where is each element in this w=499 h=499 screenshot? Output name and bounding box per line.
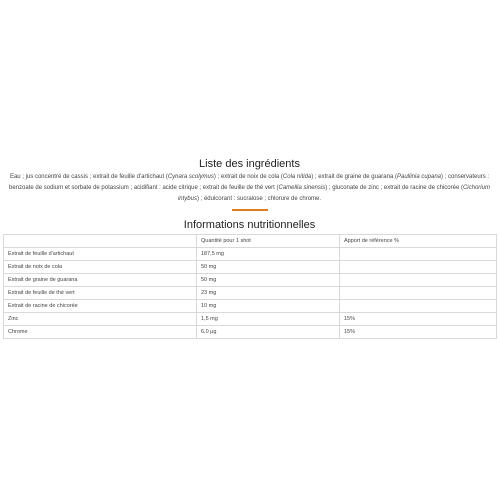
row-label: Extrait de noix de cola — [4, 261, 197, 274]
ingredient-latin-name: Cynara scolymus — [167, 174, 214, 180]
row-quantity: 10 mg — [197, 300, 340, 313]
header-cell-reference: Apport de référence % — [340, 235, 497, 248]
row-quantity: 23 mg — [197, 287, 340, 300]
row-quantity: 6,0 µg — [197, 326, 340, 339]
row-quantity: 50 mg — [197, 274, 340, 287]
table-row — [4, 248, 497, 261]
table-header-row — [4, 235, 497, 248]
ingredient-latin-name: Paullinia cupana — [396, 174, 442, 180]
table-row — [4, 287, 497, 300]
row-label: Extrait de feuille de thé vert — [4, 287, 197, 300]
row-reference: 15% — [340, 313, 497, 326]
row-reference: 15% — [340, 326, 497, 339]
table-row — [4, 326, 497, 339]
row-quantity: 187,5 mg — [197, 248, 340, 261]
row-label: Extrait de racine de chicorée — [4, 300, 197, 313]
nutrition-table — [3, 234, 497, 339]
row-quantity: 50 mg — [197, 261, 340, 274]
ingredient-latin-name: Cichorium intybus — [177, 185, 490, 202]
ingredient-text-segment: ) ; édulcorant : sucralose ; chlorure de chrome. — [196, 196, 322, 202]
header-cell-label — [4, 235, 197, 248]
ingredient-latin-name: Camellia sinensis — [278, 185, 326, 191]
row-reference — [340, 300, 497, 313]
ingredients-text — [6, 172, 493, 205]
ingredient-text-segment: Eau ; jus concentré de cassis ; extrait de feuille d'artichaut ( — [9, 174, 168, 180]
row-label: Chrome — [4, 326, 197, 339]
header-cell-quantity: Quantité pour 1 shot — [197, 235, 340, 248]
row-label: Zinc — [4, 313, 197, 326]
table-row — [4, 274, 497, 287]
ingredient-text-segment: ) ; extrait de graine de guarana ( — [311, 174, 397, 180]
ingredients-title: Liste des ingrédients — [199, 158, 300, 170]
row-reference — [340, 274, 497, 287]
table-row — [4, 261, 497, 274]
nutrition-title: Informations nutritionnelles — [183, 219, 316, 231]
row-reference — [340, 261, 497, 274]
ingredient-text-segment: ) ; conservateurs : benzoate de sodium et sorbate de potassium ; acidifiant : acide citrique ; extrait de feuille de thé vert ( — [9, 174, 490, 191]
ingredient-text-segment: ) ; gluconate de zinc ; extrait de racine de chicorée ( — [325, 185, 463, 191]
ingredient-latin-name: Cola nitida — [282, 174, 312, 180]
ingredient-text-segment: ) ; extrait de noix de cola ( — [213, 174, 283, 180]
accent-divider — [232, 209, 268, 211]
row-reference — [340, 287, 497, 300]
row-label: Extrait de graine de guarana — [4, 274, 197, 287]
table-row — [4, 313, 497, 326]
row-label: Extrait de feuille d'artichaut — [4, 248, 197, 261]
row-reference — [340, 248, 497, 261]
table-row — [4, 300, 497, 313]
row-quantity: 1,5 mg — [197, 313, 340, 326]
